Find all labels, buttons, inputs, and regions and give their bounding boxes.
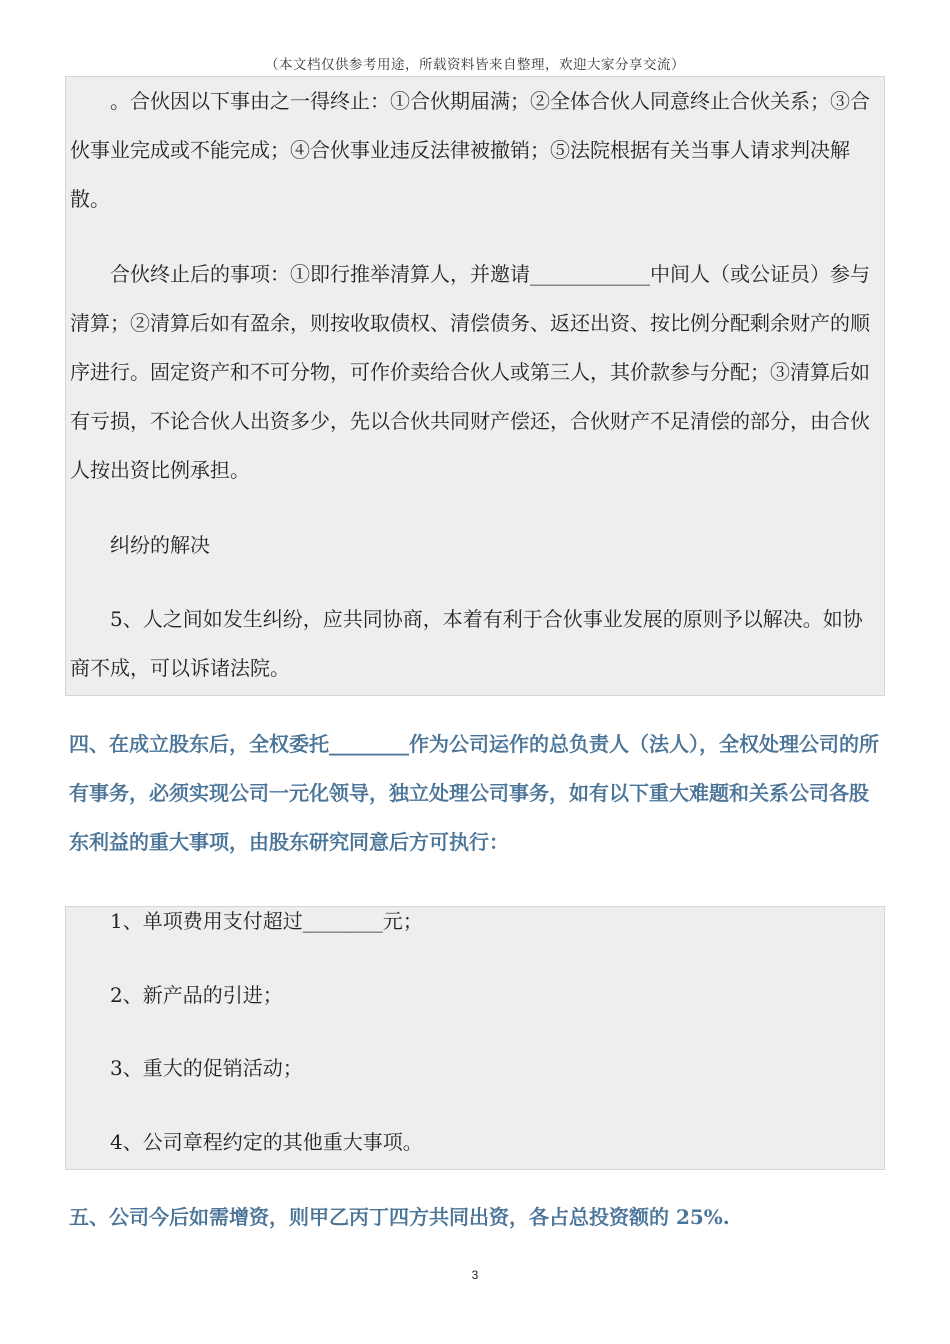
major-matter-item: 3、重大的促销活动； [110, 1056, 303, 1080]
major-matter-item: 2、新产品的引进； [110, 983, 283, 1007]
major-matter-item: 1、单项费用支付超过________元； [110, 909, 423, 933]
major-matters-box [65, 906, 885, 1170]
header-note: （本文档仅供参考用途，所载资料皆来自整理，欢迎大家分享交流） [265, 57, 685, 73]
section-five-heading: 五、公司今后如需增资，则甲乙丙丁四方共同出资，各占总投资额的 25%. [69, 1205, 730, 1229]
termination-clause-box [65, 76, 885, 696]
dispute-heading: 纠纷的解决 [110, 533, 210, 557]
post-termination-paragraph: 合伙终止后的事项：①即行推举清算人，并邀请____________中间人（或公证员）参与清算；②清算后如有盈余，则按收取债权、清偿债务、返还出资、按比例分配剩余财产的顺序进行。固定资产和不可分物，可作价卖给合伙人或第三人，其价款参与分配；③清算后如有亏损，不论合伙人出资多少，先以合伙共同财产偿还，合伙财产不足清偿的部分，由合伙人按出资比例承担。 [70, 262, 870, 482]
major-matter-item: 4、公司章程约定的其他重大事项。 [110, 1130, 423, 1154]
dispute-paragraph: 5、人之间如发生纠纷，应共同协商，本着有利于合伙事业发展的原则予以解决。如协商不成，可以诉诸法院。 [70, 607, 863, 680]
section-four-heading: 四、在成立股东后，全权委托________作为公司运作的总负责人（法人），全权处理公司的所有事务，必须实现公司一元化领导，独立处理公司事务，如有以下重大难题和关系公司各股东利益的重大事项，由股东研究同意后方可执行： [69, 732, 879, 854]
termination-reasons-paragraph: 。合伙因以下事由之一得终止：①合伙期届满；②全体合伙人同意终止合伙关系；③合伙事业完成或不能完成；④合伙事业违反法律被撤销；⑤法院根据有关当事人请求判决解散。 [70, 89, 870, 211]
page-number: 3 [471, 1268, 479, 1282]
